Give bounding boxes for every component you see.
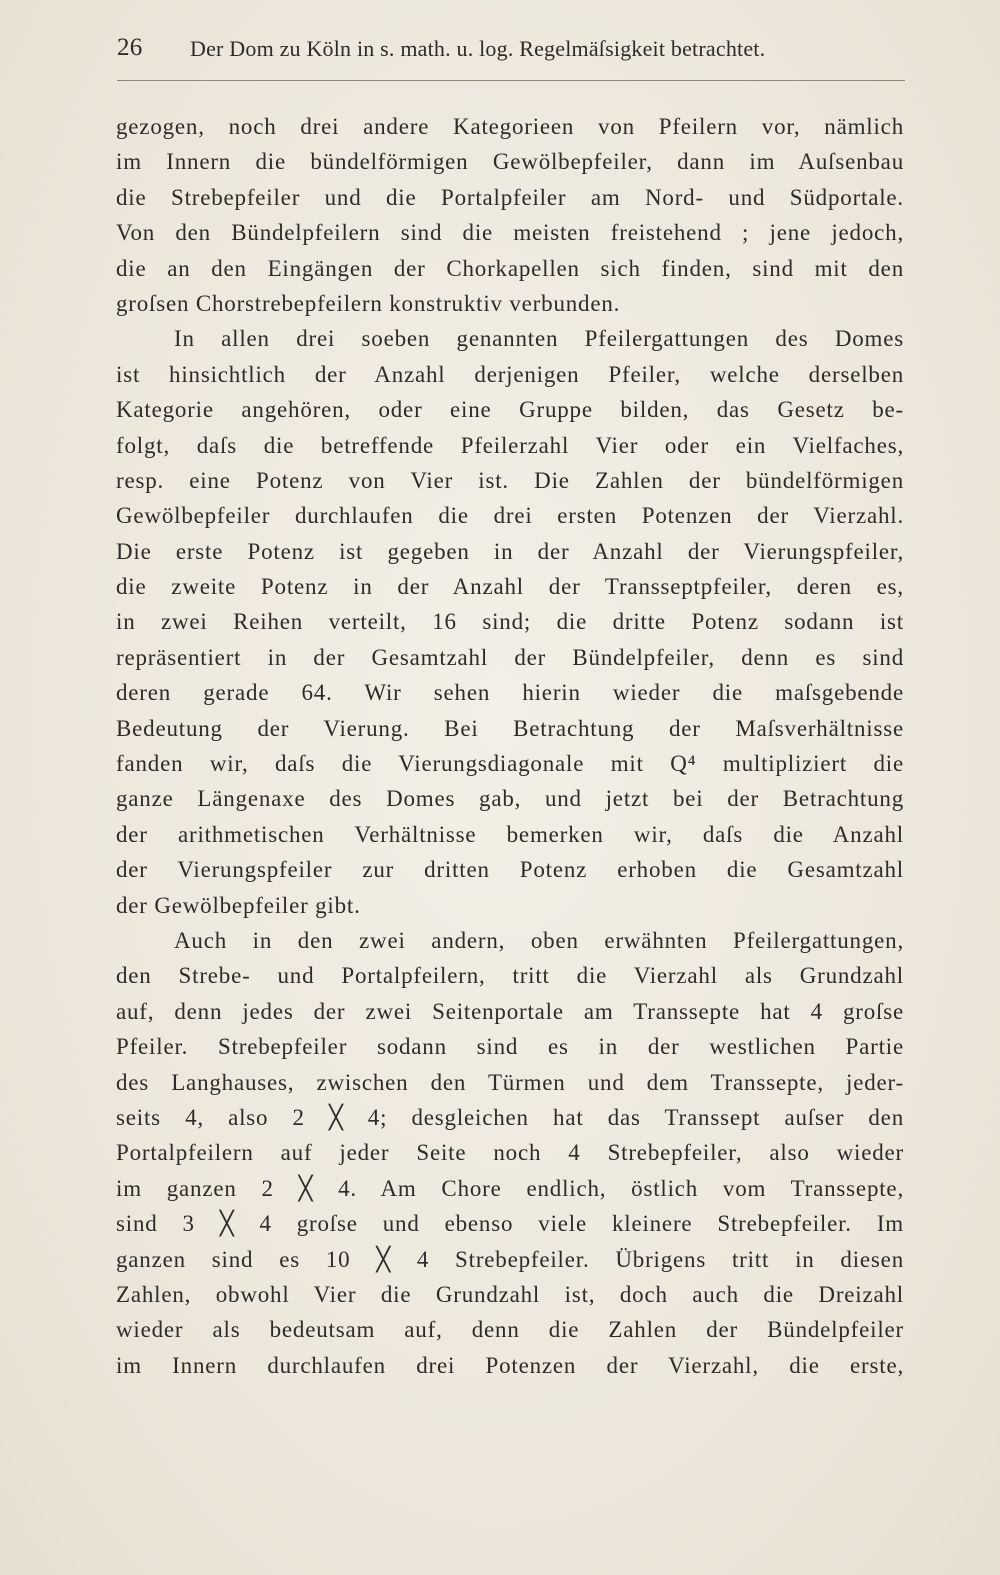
text-line: resp. eine Potenz von Vier ist. Die Zahlen der bündelförmigen — [116, 467, 904, 493]
text-line: In allen drei soeben genannten Pfeilergattungen des Domes — [174, 326, 904, 352]
text-line: wieder als bedeutsam auf, denn die Zahlen der Bündelpfeiler — [116, 1317, 904, 1343]
text-line: der Vierungspfeiler zur dritten Potenz erhoben die Gesamtzahl — [116, 857, 904, 883]
text-line: auf, denn jedes der zwei Seitenportale am Transsepte hat 4 groſse — [116, 998, 904, 1024]
text-line: den Strebe- und Portalpfeilern, tritt die Vierzahl als Grundzahl — [116, 963, 904, 989]
text-line: ganze Längenaxe des Domes gab, und jetzt bei der Betrachtung — [116, 786, 904, 812]
text-line: folgt, daſs die betreffende Pfeilerzahl Vier oder ein Vielfaches, — [116, 432, 904, 458]
text-line: Zahlen, obwohl Vier die Grundzahl ist, doch auch die Dreizahl — [116, 1281, 904, 1307]
text-line: der Gewölbepfeiler gibt. — [116, 892, 361, 918]
text-line: der arithmetischen Verhältnisse bemerken wir, daſs die Anzahl — [116, 821, 904, 847]
text-line: deren gerade 64. Wir sehen hierin wieder die maſsgebende — [116, 680, 904, 706]
text-line: seits 4, also 2 ╳ 4; desgleichen hat das Transsept auſser den — [116, 1104, 904, 1130]
text-line: Auch in den zwei andern, oben erwähnten Pfeilergattungen, — [174, 927, 904, 953]
paragraph — [116, 109, 904, 321]
text-line: im ganzen 2 ╳ 4. Am Chore endlich, östlich vom Transsepte, — [116, 1175, 904, 1201]
text-line: Gewölbepfeiler durchlaufen die drei ersten Potenzen der Vierzahl. — [116, 503, 904, 529]
text-line: repräsentiert in der Gesamtzahl der Bündelpfeiler, denn es sind — [116, 644, 904, 670]
page-number: 26 — [117, 34, 143, 61]
text-line: ist hinsichtlich der Anzahl derjenigen Pfeiler, welche derselben — [116, 361, 904, 387]
header-rule — [117, 80, 905, 81]
text-line: fanden wir, daſs die Vierungsdiagonale mit Q⁴ multipliziert die — [116, 751, 904, 777]
text-line: Die erste Potenz ist gegeben in der Anzahl der Vierungspfeiler, — [116, 538, 904, 564]
running-head — [117, 34, 907, 74]
text-line: des Langhauses, zwischen den Türmen und dem Transsepte, jeder- — [116, 1069, 904, 1095]
paragraph — [116, 923, 904, 1383]
text-line: Pfeiler. Strebepfeiler sodann sind es in der westlichen Partie — [116, 1034, 904, 1060]
text-line: im Innern die bündelförmigen Gewölbepfeiler, dann im Auſsenbau — [116, 149, 904, 175]
text-line: Kategorie angehören, oder eine Gruppe bilden, das Gesetz be- — [116, 397, 904, 423]
text-line: ganzen sind es 10 ╳ 4 Strebepfeiler. Übrigens tritt in diesen — [116, 1246, 904, 1272]
body-text — [116, 109, 904, 1383]
text-line: Bedeutung der Vierung. Bei Betrachtung der Maſsverhältnisse — [116, 715, 904, 741]
running-title: Der Dom zu Köln in s. math. u. log. Regelmäſsigkeit betrachtet. — [190, 36, 766, 61]
text-line: sind 3 ╳ 4 groſse und ebenso viele kleinere Strebepfeiler. Im — [116, 1211, 904, 1237]
text-line: im Innern durchlaufen drei Potenzen der Vierzahl, die erste, — [116, 1352, 904, 1378]
text-line: Portalpfeilern auf jeder Seite noch 4 Strebepfeiler, also wieder — [116, 1140, 904, 1166]
text-line: groſsen Chorstrebepfeilern konstruktiv verbunden. — [116, 290, 621, 316]
text-line: die an den Eingängen der Chorkapellen sich finden, sind mit den — [116, 255, 904, 281]
text-line: Von den Bündelpfeilern sind die meisten freistehend ; jene jedoch, — [116, 220, 904, 246]
paragraph — [116, 321, 904, 923]
text-line: gezogen, noch drei andere Kategorieen von Pfeilern vor, nämlich — [116, 114, 904, 139]
text-line: die zweite Potenz in der Anzahl der Transseptpfeiler, deren es, — [116, 574, 904, 600]
text-line: in zwei Reihen verteilt, 16 sind; die dritte Potenz sodann ist — [116, 609, 904, 635]
text-line: die Strebepfeiler und die Portalpfeiler am Nord- und Südportale. — [116, 184, 904, 210]
